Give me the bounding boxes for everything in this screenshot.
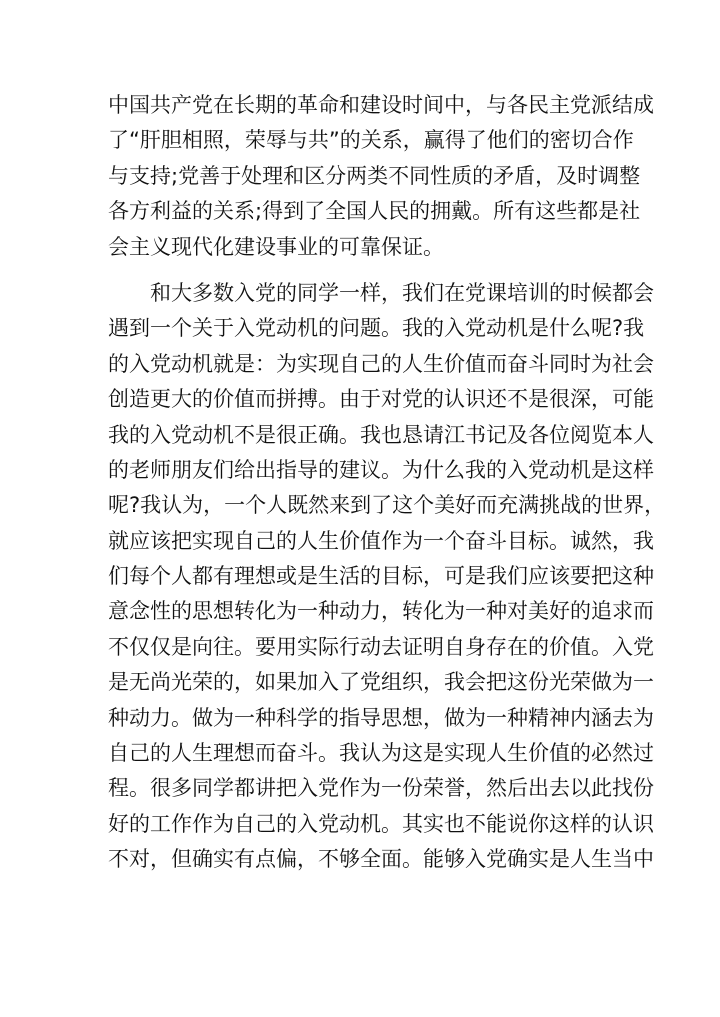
text-line: 不对，但确实有点偏，不够全面。能够入党确实是人生当中 (108, 847, 654, 872)
text-line: 会主义现代化建设事业的可靠保证。 (108, 234, 444, 259)
text-line: 的老师朋友们给出指导的建议。为什么我的入党动机是这样 (108, 457, 654, 482)
text-line: 好的工作作为自己的入党动机。其实也不能说你这样的认识 (108, 811, 654, 836)
text-line: 创造更大的价值而拼搏。由于对党的认识还不是很深，可能 (108, 387, 654, 412)
text-line: 中国共产党在长期的革命和建设时间中，与各民主党派结成 (108, 93, 654, 117)
text-line: 与支持;党善于处理和区分两类不同性质的矛盾，及时调整 (108, 163, 641, 188)
text-line: 种动力。做为一种科学的指导思想，做为一种精神内涵去为 (108, 705, 654, 730)
text-line: 不仅仅是向往。要用实际行动去证明自身存在的价值。入党 (108, 634, 654, 659)
text-line: 呢?我认为，一个人既然来到了这个美好而充满挑战的世界， (108, 493, 666, 518)
paragraph (108, 276, 666, 878)
paragraph (108, 88, 654, 265)
text-line: 就应该把实现自己的人生价值作为一个奋斗目标。诚然，我 (108, 528, 654, 553)
text-line: 了“肝胆相照，荣辱与共”的关系，赢得了他们的密切合作 (108, 128, 634, 153)
text-line: 们每个人都有理想或是生活的目标，可是我们应该要把这种 (108, 564, 654, 589)
text-line: 和大多数入党的同学一样，我们在党课培训的时候都会 (108, 280, 654, 305)
text-line: 的入党动机就是：为实现自己的人生价值而奋斗同时为社会 (108, 351, 654, 376)
text-line: 意念性的思想转化为一种动力，转化为一种对美好的追求而 (108, 599, 654, 624)
text-line: 程。很多同学都讲把入党作为一份荣誉，然后出去以此找份 (108, 776, 654, 801)
text-line: 自己的人生理想而奋斗。我认为这是实现人生价值的必然过 (108, 741, 654, 766)
text-line: 是无尚光荣的，如果加入了党组织，我会把这份光荣做为一 (108, 670, 654, 695)
text-line: 各方利益的关系;得到了全国人民的拥戴。所有这些都是社 (108, 199, 641, 224)
text-line: 我的入党动机不是很正确。我也恳请江书记及各位阅览本人 (108, 422, 654, 447)
text-line: 遇到一个关于入党动机的问题。我的入党动机是什么呢?我 (108, 316, 645, 341)
paragraph-spacing (108, 265, 613, 276)
body-text (108, 88, 666, 878)
